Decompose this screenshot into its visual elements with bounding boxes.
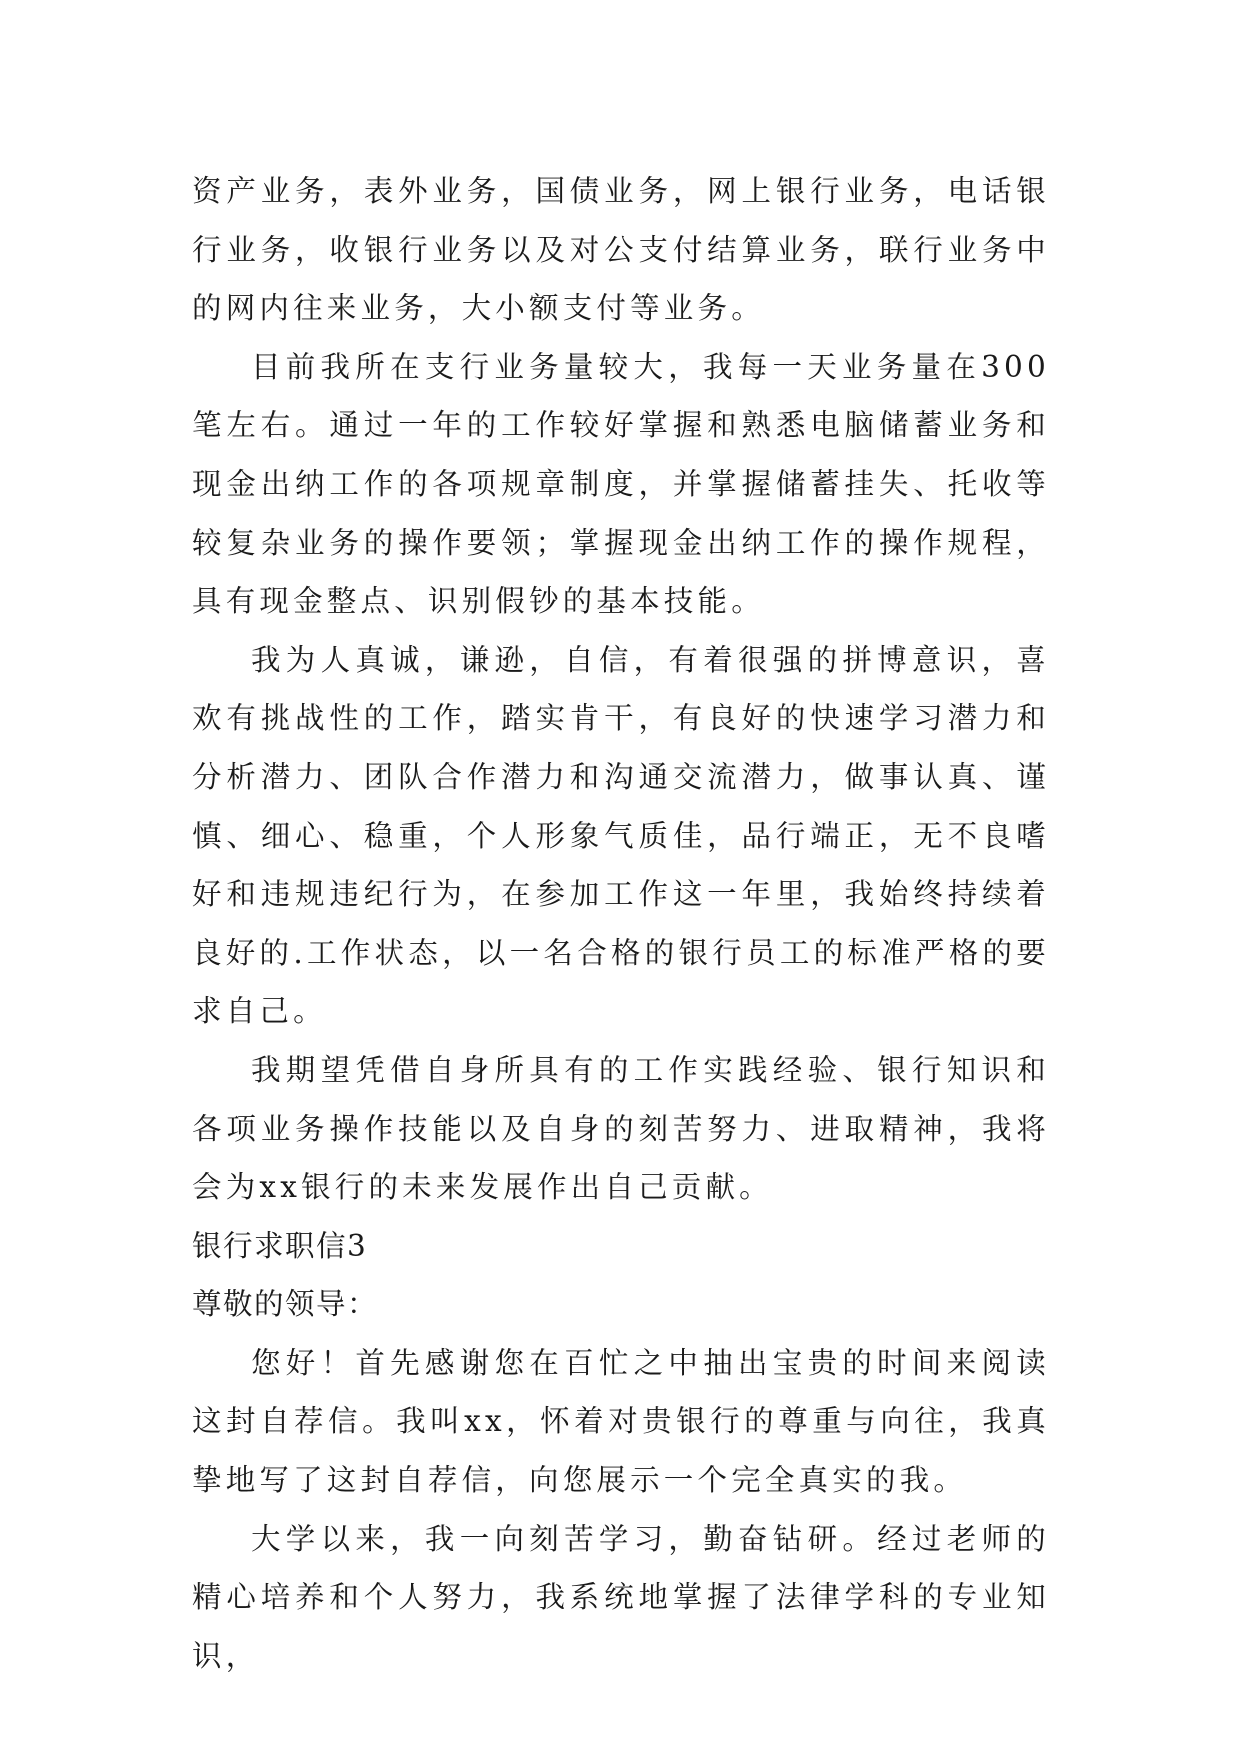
paragraph-continued: 资产业务，表外业务，国债业务，网上银行业务，电话银行业务，收银行业务以及对公支付结算业务，联行业务中的网内往来业务，大小额支付等业务。	[192, 174, 1050, 326]
paragraph: 您好！首先感谢您在百忙之中抽出宝贵的时间来阅读这封自荐信。我叫xx，怀着对贵银行的尊重与向往，我真挚地写了这封自荐信，向您展示一个完全真实的我。	[192, 1345, 1050, 1498]
section-title: 银行求职信3	[192, 1228, 368, 1263]
document-body	[192, 162, 1050, 1685]
paragraph: 我为人真诚，谦逊，自信，有着很强的拼博意识，喜欢有挑战性的工作，踏实肯干，有良好的快速学习潜力和分析潜力、团队合作潜力和沟通交流潜力，做事认真、谨慎、细心、稳重，个人形象气质佳，品行端正，无不良嗜好和违规违纪行为，在参加工作这一年里，我始终持续着良好的.工作状态，以一名合格的银行员工的标准严格的要求自己。	[192, 642, 1050, 1029]
salutation: 尊敬的领导：	[192, 1287, 379, 1322]
paragraph: 目前我所在支行业务量较大，我每一天业务量在300笔左右。通过一年的工作较好掌握和熟悉电脑储蓄业务和现金出纳工作的各项规章制度，并掌握储蓄挂失、托收等较复杂业务的操作要领；掌握现金出纳工作的操作规程，具有现金整点、识别假钞的基本技能。	[192, 349, 1050, 619]
paragraph: 大学以来，我一向刻苦学习，勤奋钻研。经过老师的精心培养和个人努力，我系统地掌握了法律学科的专业知识，	[192, 1521, 1050, 1673]
paragraph: 我期望凭借自身所具有的工作实践经验、银行知识和各项业务操作技能以及自身的刻苦努力、进取精神，我将会为xx银行的未来发展作出自己贡献。	[192, 1052, 1050, 1205]
